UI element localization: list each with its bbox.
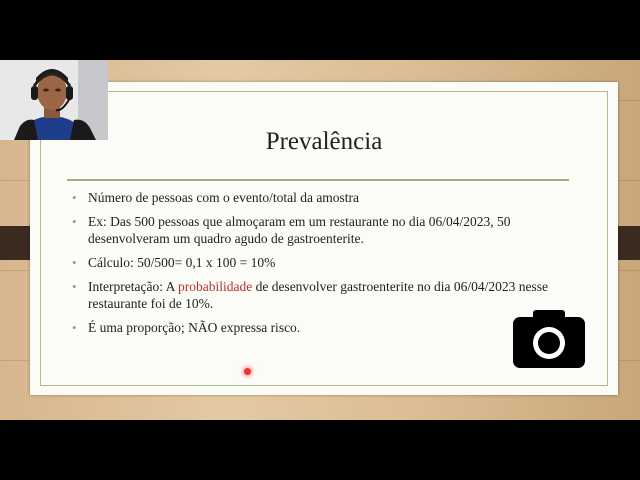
bullet-text: Número de pessoas com o evento/total da amostra xyxy=(88,190,360,205)
slide-title: Prevalência xyxy=(265,128,383,155)
bullet-text: É uma proporção; NÃO expressa risco. xyxy=(88,320,301,335)
bullet-icon: • xyxy=(72,255,77,270)
title-divider xyxy=(67,179,569,181)
bullet-item xyxy=(70,319,570,336)
bullet-item xyxy=(70,213,570,247)
bullet-text: Interpretação: A xyxy=(88,279,178,294)
bullet-icon: • xyxy=(72,190,77,205)
camera-glyph xyxy=(511,308,587,370)
bullet-item xyxy=(70,254,570,271)
bullet-icon: • xyxy=(72,320,77,335)
bullet-text: Ex: Das 500 pessoas que almoçaram em um restaurante no dia 06/04/2023, 50 desenvolveram um quadro agudo de gastroenterite. xyxy=(88,214,511,246)
bullet-list xyxy=(70,189,570,343)
bullet-text: Cálculo: 50/500= 0,1 x 100 = 10% xyxy=(88,255,276,270)
bullet-text: de desenvolver gastroenterite no dia 06/04/2023 nesse restaurante foi de 10%. xyxy=(88,279,548,311)
camera-icon[interactable] xyxy=(511,308,587,370)
bullet-icon: • xyxy=(72,279,77,294)
bullet-icon: • xyxy=(72,214,77,229)
highlighted-word: probabilidade xyxy=(177,279,253,294)
laser-pointer-icon xyxy=(244,368,251,375)
presenter-image xyxy=(0,60,108,140)
bullet-item xyxy=(70,189,570,206)
bullet-item xyxy=(70,278,570,312)
webcam-overlay xyxy=(0,60,108,140)
